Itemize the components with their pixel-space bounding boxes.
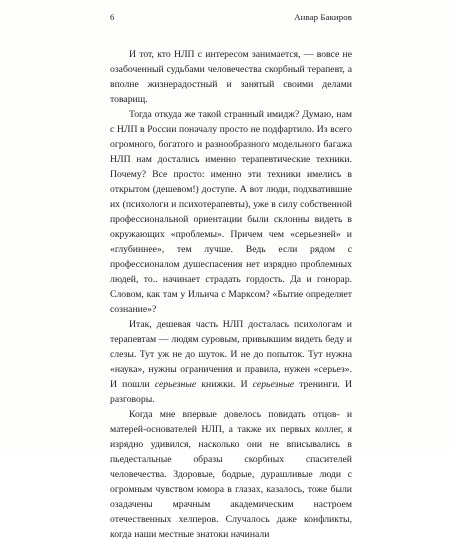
paragraph-text: тренинги. И разговоры. xyxy=(110,379,352,405)
paragraph xyxy=(110,407,352,542)
paragraph-text: Когда мне впервые довелось повидать отцов- и матерей-основателей НЛП, а также их первых коллег, я изрядно удивился, насколько они не вписывались в пьедестальные образы скорбных спасителей человечества. Здоровые, бодрые, дурашливые люди с огромным чувством юмора в глазах, казалось, тоже были озадачены мрачным академическим настроем отечественных хелперов. Случалось даже конфликты, когда наши местные знатоки начинали xyxy=(110,409,352,540)
italic-emphasis: серьезные xyxy=(154,379,197,390)
paragraph-text: И тот, кто НЛП с интересом занимается, — вовсе не озабоченный судьбами человечества скорбный терапевт, а вполне жизнерадостный и занятый своими делами товарищ. xyxy=(110,49,352,105)
paragraph xyxy=(110,47,352,107)
italic-emphasis: серьезные xyxy=(252,379,295,390)
paragraph xyxy=(110,107,352,317)
paragraph-text: Итак, дешевая часть НЛП досталась психологам и терапевтам — людям суровым, привыкшим видеть беду и слезы. Тут уж не до шуток. И не до попыток. Тут нужна «наука», нужны ограничения и правила, нужен «серьез». И пошли xyxy=(110,319,352,390)
body-text xyxy=(110,47,352,542)
paragraph xyxy=(110,317,352,407)
running-head-author: Анвар Бакиров xyxy=(294,12,352,22)
page-number: 6 xyxy=(110,12,115,22)
paragraph-text: Тогда откуда же такой странный имидж? Думаю, нам с НЛП в России поначалу просто не подфартило. Из всего огромного, богатого и разнообразного модельного багажа НЛП нам достались именно терапевтические техники. Почему? Все просто: именно эти техники имелись в открытом (дешевом!) доступе. А вот люди, подхватившие их (психологи и психотерапевты), уже в силу собственной профессиональной ориентации были склонны видеть в окружающих «проблемы». Причем чем «серьезней» и «глубиннее», тем лучше. Ведь если рядом с профессионалом душеспасения нет изрядно проблемных людей, то.. начинает страдать гордость. Да и гонорар. Словом, как там у Ильича с Марксом? «Бытие определяет сознание»? xyxy=(110,109,352,315)
paragraph-text: книжки. И xyxy=(196,379,253,390)
